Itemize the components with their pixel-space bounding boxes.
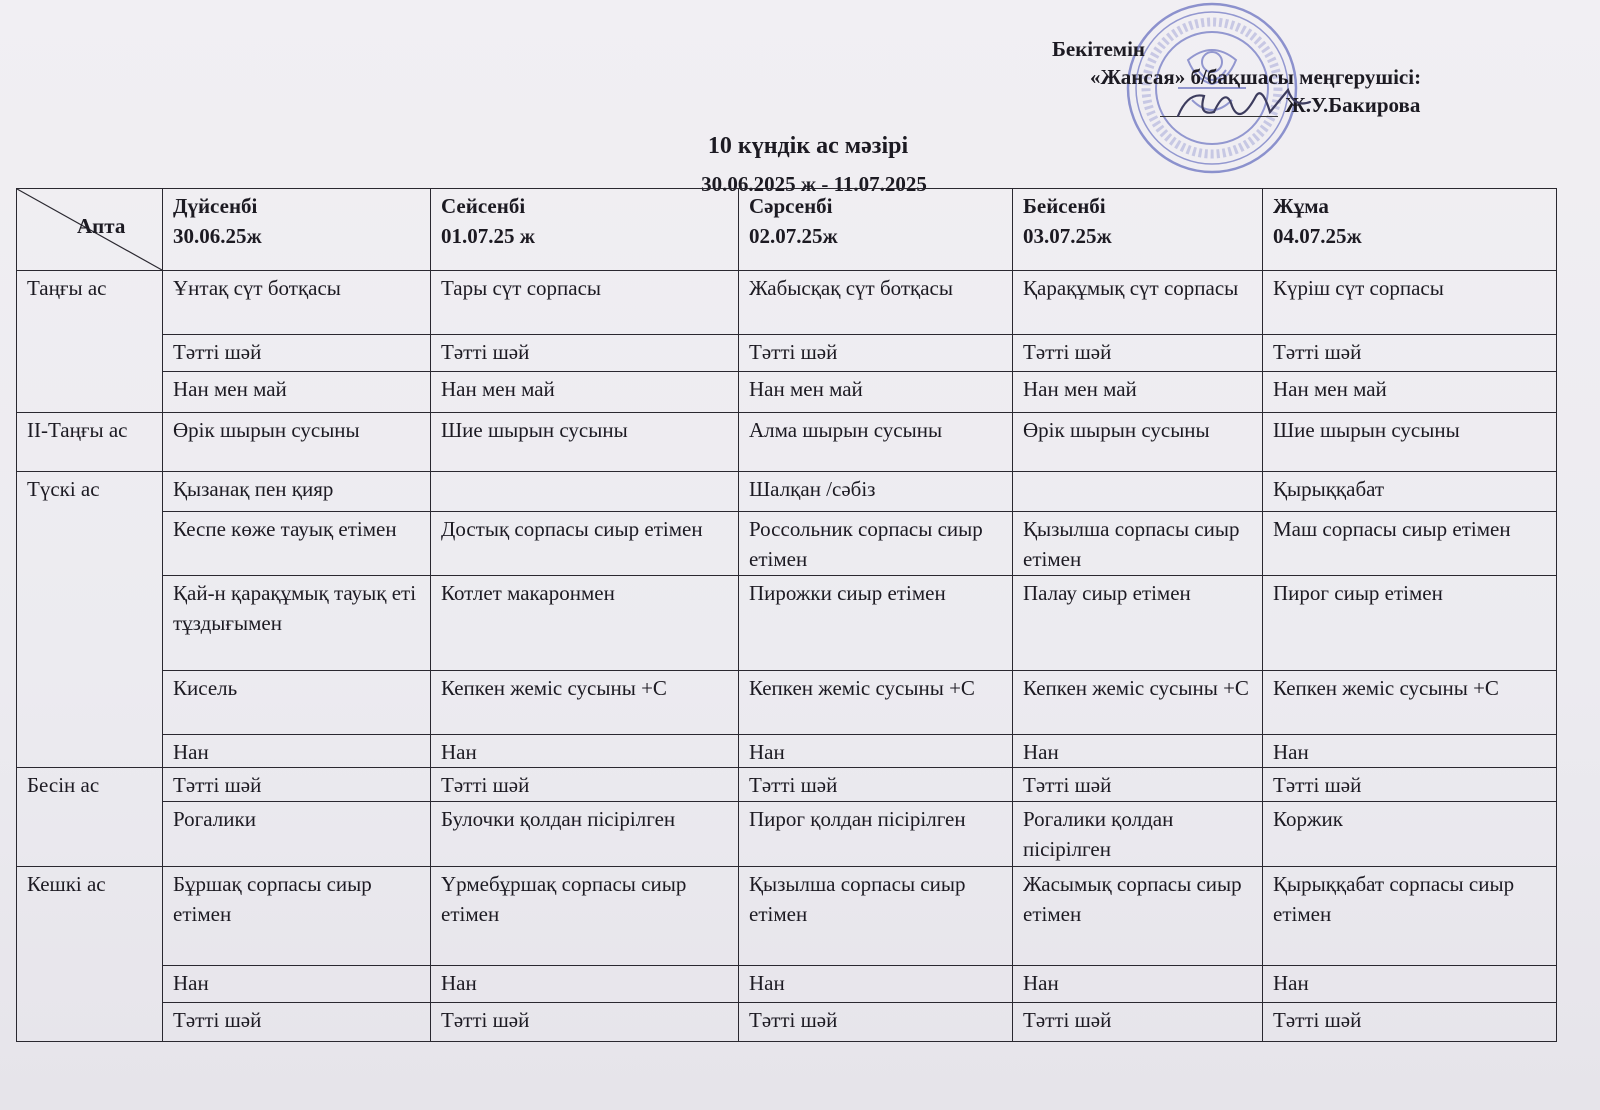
table-row bbox=[17, 334, 1557, 371]
menu-cell: Кепкен жеміс сусыны +С bbox=[1263, 670, 1557, 734]
menu-cell: Кеспе көже тауық етімен bbox=[163, 511, 431, 576]
menu-cell: Жабысқақ сүт ботқасы bbox=[739, 271, 1013, 335]
menu-cell: Қарақұмық сүт сорпасы bbox=[1013, 271, 1263, 335]
menu-cell: Нан мен май bbox=[1013, 371, 1263, 412]
menu-cell: Тәтті шәй bbox=[1263, 768, 1557, 802]
table-row bbox=[17, 371, 1557, 412]
menu-cell: Тәтті шәй bbox=[163, 1002, 431, 1041]
menu-period: 30.06.2025 ж - 11.07.2025 bbox=[701, 172, 927, 196]
menu-table bbox=[16, 188, 1557, 1042]
week-header-cell bbox=[17, 189, 163, 271]
menu-cell: Үрмебұршақ сорпасы сиыр етімен bbox=[431, 867, 739, 966]
meal-label: Бесін ас bbox=[17, 768, 163, 867]
menu-cell: Булочки қолдан пісірілген bbox=[431, 802, 739, 867]
menu-cell: Нан мен май bbox=[431, 371, 739, 412]
menu-cell: Алма шырын сусыны bbox=[739, 412, 1013, 472]
menu-cell: Котлет макаронмен bbox=[431, 576, 739, 671]
menu-cell: Нан bbox=[1013, 965, 1263, 1002]
menu-cell: Пирог қолдан пісірілген bbox=[739, 802, 1013, 867]
menu-cell: Кепкен жеміс сусыны +С bbox=[1013, 670, 1263, 734]
menu-cell: Тәтті шәй bbox=[1263, 1002, 1557, 1041]
menu-cell: Тәтті шәй bbox=[1013, 334, 1263, 371]
table-row bbox=[17, 867, 1557, 966]
menu-cell: Нан bbox=[431, 965, 739, 1002]
day-date: 30.06.25ж bbox=[173, 224, 262, 248]
menu-cell: Нан bbox=[163, 965, 431, 1002]
page-title: 10 күндік ас мәзірі bbox=[707, 133, 909, 159]
menu-cell: Палау сиыр етімен bbox=[1013, 576, 1263, 671]
menu-cell: Достық сорпасы сиыр етімен bbox=[431, 511, 739, 576]
day-name: Сейсенбі bbox=[441, 194, 526, 218]
day-header-friday bbox=[1263, 189, 1557, 271]
table-row bbox=[17, 1002, 1557, 1041]
approver-name: Ж.У.Бакирова bbox=[1285, 93, 1421, 117]
day-date: 03.07.25ж bbox=[1023, 224, 1112, 248]
table-row bbox=[17, 412, 1557, 472]
day-date: 02.07.25ж bbox=[749, 224, 838, 248]
day-date: 01.07.25 ж bbox=[441, 224, 535, 248]
menu-cell: Тәтті шәй bbox=[1013, 1002, 1263, 1041]
menu-cell: Шие шырын сусыны bbox=[1263, 412, 1557, 472]
menu-cell: Өрік шырын сусыны bbox=[163, 412, 431, 472]
table-row bbox=[17, 271, 1557, 335]
day-header-thursday bbox=[1013, 189, 1263, 271]
menu-cell: Кепкен жеміс сусыны +С bbox=[739, 670, 1013, 734]
menu-cell: Шие шырын сусыны bbox=[431, 412, 739, 472]
menu-cell: Нан мен май bbox=[739, 371, 1013, 412]
day-header-monday bbox=[163, 189, 431, 271]
day-date: 04.07.25ж bbox=[1273, 224, 1362, 248]
menu-cell: Жасымық сорпасы сиыр етімен bbox=[1013, 867, 1263, 966]
menu-cell: Нан bbox=[1263, 965, 1557, 1002]
meal-label: ІІ-Таңғы ас bbox=[17, 412, 163, 472]
menu-cell: Қызанақ пен қияр bbox=[163, 472, 431, 511]
menu-cell: Тәтті шәй bbox=[431, 334, 739, 371]
table-row bbox=[17, 511, 1557, 576]
menu-cell: Қызылша сорпасы сиыр етімен bbox=[739, 867, 1013, 966]
menu-cell: Нан bbox=[1263, 734, 1557, 768]
menu-cell: Бұршақ сорпасы сиыр етімен bbox=[163, 867, 431, 966]
meal-label: Кешкі ас bbox=[17, 867, 163, 1042]
menu-cell: Тәтті шәй bbox=[739, 768, 1013, 802]
menu-cell bbox=[431, 472, 739, 511]
menu-cell bbox=[1013, 472, 1263, 511]
menu-cell: Рогалики bbox=[163, 802, 431, 867]
menu-cell: Тәтті шәй bbox=[1013, 768, 1263, 802]
menu-cell: Өрік шырын сусыны bbox=[1013, 412, 1263, 472]
table-row bbox=[17, 965, 1557, 1002]
menu-cell: Тары сүт сорпасы bbox=[431, 271, 739, 335]
header-row bbox=[17, 189, 1557, 271]
menu-cell: Тәтті шәй bbox=[163, 334, 431, 371]
menu-cell: Рогалики қолдан пісірілген bbox=[1013, 802, 1263, 867]
menu-cell: Қай-н қарақұмық тауық еті тұздығымен bbox=[163, 576, 431, 671]
day-name: Дүйсенбі bbox=[173, 194, 258, 218]
approval-heading: Бекітемін bbox=[1052, 37, 1146, 61]
menu-cell: Тәтті шәй bbox=[1263, 334, 1557, 371]
menu-cell: Нан bbox=[739, 965, 1013, 1002]
menu-cell: Нан bbox=[163, 734, 431, 768]
table-row bbox=[17, 472, 1557, 511]
menu-cell: Тәтті шәй bbox=[431, 768, 739, 802]
menu-cell: Нан bbox=[431, 734, 739, 768]
day-name: Сәрсенбі bbox=[749, 194, 833, 218]
menu-cell: Россольник сорпасы сиыр етімен bbox=[739, 511, 1013, 576]
menu-cell: Пирожки сиыр етімен bbox=[739, 576, 1013, 671]
table-row bbox=[17, 768, 1557, 802]
table-row bbox=[17, 670, 1557, 734]
table-row bbox=[17, 802, 1557, 867]
menu-cell: Тәтті шәй bbox=[739, 334, 1013, 371]
menu-cell: Нан мен май bbox=[163, 371, 431, 412]
menu-cell: Пирог сиыр етімен bbox=[1263, 576, 1557, 671]
menu-body bbox=[17, 271, 1557, 1042]
menu-cell: Күріш сүт сорпасы bbox=[1263, 271, 1557, 335]
menu-cell: Нан bbox=[1013, 734, 1263, 768]
day-header-wednesday bbox=[739, 189, 1013, 271]
menu-cell: Ұнтақ сүт ботқасы bbox=[163, 271, 431, 335]
menu-cell: Кисель bbox=[163, 670, 431, 734]
menu-cell: Кепкен жеміс сусыны +С bbox=[431, 670, 739, 734]
meal-label: Түскі ас bbox=[17, 472, 163, 768]
handwritten-signature bbox=[1170, 72, 1320, 132]
day-name: Жұма bbox=[1273, 194, 1329, 218]
week-label: Апта bbox=[77, 214, 126, 238]
menu-cell: Тәтті шәй bbox=[739, 1002, 1013, 1041]
menu-cell: Тәтті шәй bbox=[163, 768, 431, 802]
day-header-tuesday bbox=[431, 189, 739, 271]
table-row bbox=[17, 576, 1557, 671]
menu-cell: Қырыққабат bbox=[1263, 472, 1557, 511]
approver-position: «Жансая» б/бақшасы меңгерушісі: bbox=[1090, 65, 1422, 89]
menu-cell: Нан bbox=[739, 734, 1013, 768]
menu-cell: Коржик bbox=[1263, 802, 1557, 867]
menu-cell: Нан мен май bbox=[1263, 371, 1557, 412]
table-row bbox=[17, 734, 1557, 768]
day-name: Бейсенбі bbox=[1023, 194, 1106, 218]
menu-cell: Маш сорпасы сиыр етімен bbox=[1263, 511, 1557, 576]
menu-cell: Қызылша сорпасы сиыр етімен bbox=[1013, 511, 1263, 576]
menu-cell: Тәтті шәй bbox=[431, 1002, 739, 1041]
menu-cell: Шалқан /сәбіз bbox=[739, 472, 1013, 511]
meal-label: Таңғы ас bbox=[17, 271, 163, 413]
menu-cell: Қырыққабат сорпасы сиыр етімен bbox=[1263, 867, 1557, 966]
